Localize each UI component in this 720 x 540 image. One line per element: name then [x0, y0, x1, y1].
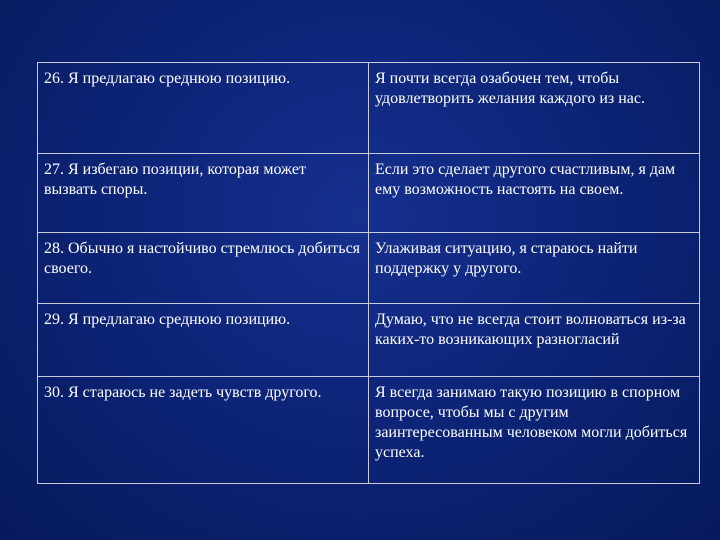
- statement-a: 29. Я предлагаю среднюю позицию.: [38, 304, 369, 377]
- questionnaire-table: [37, 62, 700, 484]
- statement-b: Я всегда занимаю такую позицию в спорном вопросе, чтобы мы с другим заинтересованным человеком могли добиться успеха.: [369, 377, 700, 484]
- table-row: [38, 154, 700, 233]
- statement-a: 28. Обычно я настойчиво стремлюсь добиться своего.: [38, 233, 369, 304]
- table-row: [38, 304, 700, 377]
- table-row: [38, 233, 700, 304]
- table-row: [38, 63, 700, 154]
- statement-b: Думаю, что не всегда стоит волноваться из-за каких-то возникающих разногласий: [369, 304, 700, 377]
- table-row: [38, 377, 700, 484]
- statement-b: Я почти всегда озабочен тем, чтобы удовлетворить желания каждого из нас.: [369, 63, 700, 154]
- statement-a: 27. Я избегаю позиции, которая может вызвать споры.: [38, 154, 369, 233]
- statement-b: Улаживая ситуацию, я стараюсь найти поддержку у другого.: [369, 233, 700, 304]
- statement-a: 30. Я стараюсь не задеть чувств другого.: [38, 377, 369, 484]
- statement-a: 26. Я предлагаю среднюю позицию.: [38, 63, 369, 154]
- statement-b: Если это сделает другого счастливым, я дам ему возможность настоять на своем.: [369, 154, 700, 233]
